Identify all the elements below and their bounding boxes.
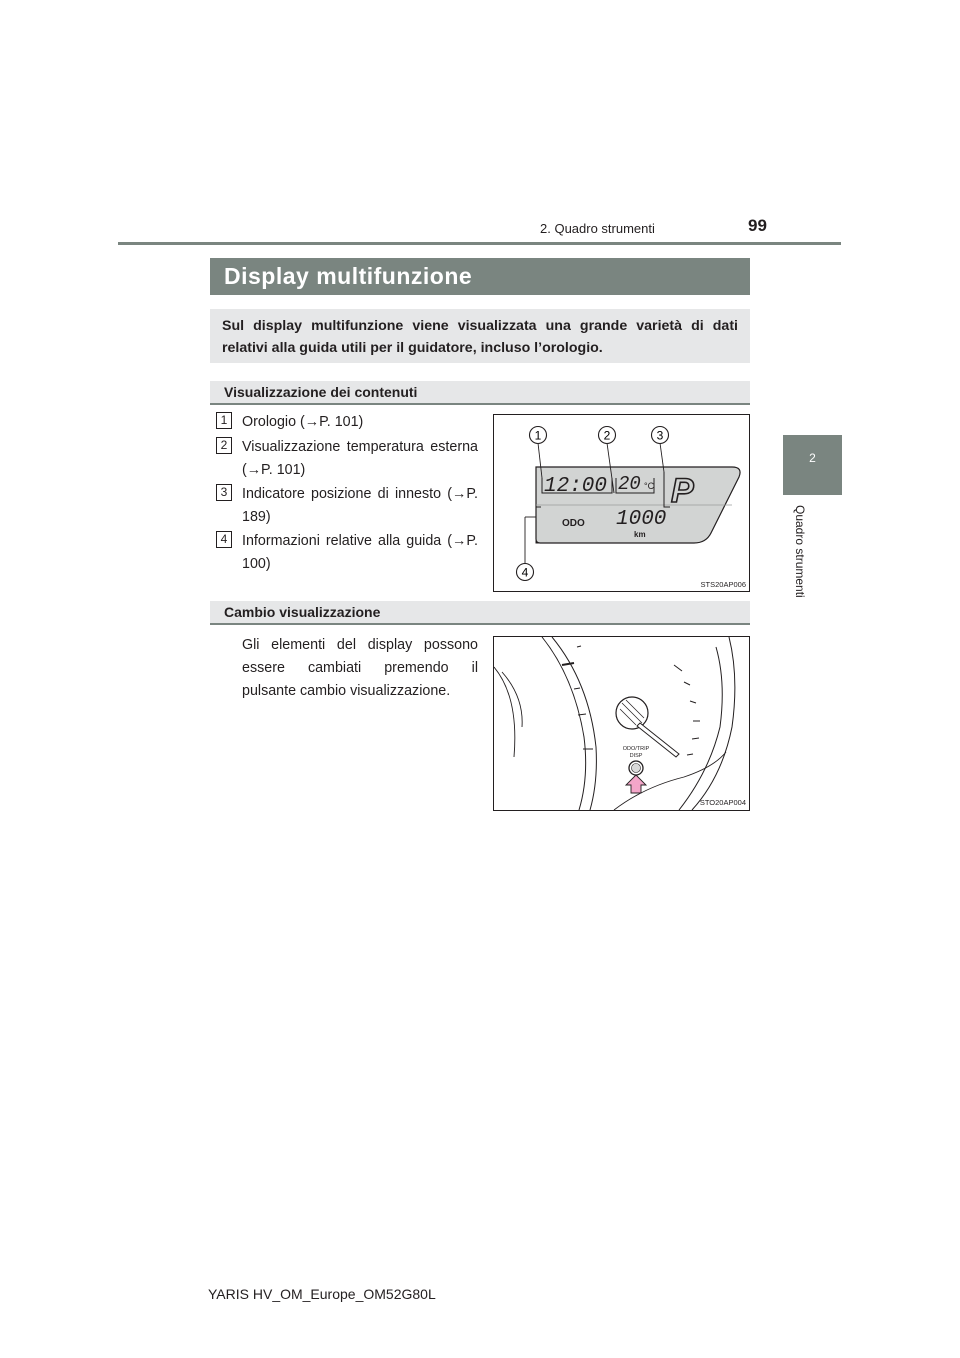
page-number: 99 — [748, 216, 767, 235]
gear-readout: P — [671, 472, 694, 510]
body-paragraph: Gli elementi del display possono essere cambiati premendo il pulsante cambio visualizzazione. — [242, 637, 478, 699]
header-rule — [118, 242, 841, 245]
button-label-odo-trip: ODO/TRIP — [622, 746, 650, 752]
clock-readout: 12:00 — [544, 475, 608, 498]
chapter-tab-number: 2 — [809, 451, 816, 465]
temperature-unit: °C — [644, 481, 655, 491]
item-number: 4 — [216, 531, 232, 548]
distance-unit: km — [634, 530, 646, 539]
odo-label: ODO — [562, 518, 585, 529]
figure-code: STS20AP006 — [700, 580, 746, 589]
footer-code: YARIS HV_OM_Europe_OM52G80L — [208, 1286, 436, 1302]
list-item — [216, 530, 478, 576]
item-text: Informazioni relative alla guida (→P. 100) — [242, 533, 478, 572]
list-item — [216, 436, 478, 482]
intro-box: Sul display multifunzione viene visualizzata una grande varietà di dati relativi alla guida utili per il guidatore, incluso l’orologio. — [210, 309, 750, 363]
figure-code: STO20AP004 — [699, 798, 746, 807]
list-item — [216, 411, 478, 434]
chapter-tab — [783, 435, 842, 495]
page-title: Display multifunzione — [210, 258, 750, 295]
button-label-disp: DISP — [629, 753, 643, 759]
cluster-illustration — [494, 637, 749, 810]
item-text: Indicatore posizione di innesto (→P. 189) — [242, 486, 478, 525]
odometer-readout: 1000 — [616, 508, 667, 531]
item-text: Visualizzazione temperatura esterna (→P. 101) — [242, 439, 478, 478]
chapter-heading: 2. Quadro strumenti — [540, 221, 655, 236]
callout-2-label: 2 — [603, 428, 611, 443]
cluster-figure — [493, 636, 750, 811]
item-number: 1 — [216, 412, 232, 429]
section-heading-contents: Visualizzazione dei contenuti — [210, 381, 750, 405]
callout-1-label: 1 — [534, 428, 542, 443]
list-item — [216, 483, 478, 529]
display-figure — [493, 414, 750, 592]
display-illustration — [494, 415, 749, 591]
press-arrow-icon — [626, 775, 646, 793]
callout-4-label: 4 — [521, 565, 529, 580]
item-number: 2 — [216, 437, 232, 454]
item-number: 3 — [216, 484, 232, 501]
callout-3-label: 3 — [656, 428, 664, 443]
chapter-tab-label: Quadro strumenti — [793, 505, 807, 598]
section-heading-change: Cambio visualizzazione — [210, 601, 750, 625]
temperature-readout: 20 — [618, 473, 641, 495]
item-text: Orologio (→P. 101) — [242, 414, 364, 430]
